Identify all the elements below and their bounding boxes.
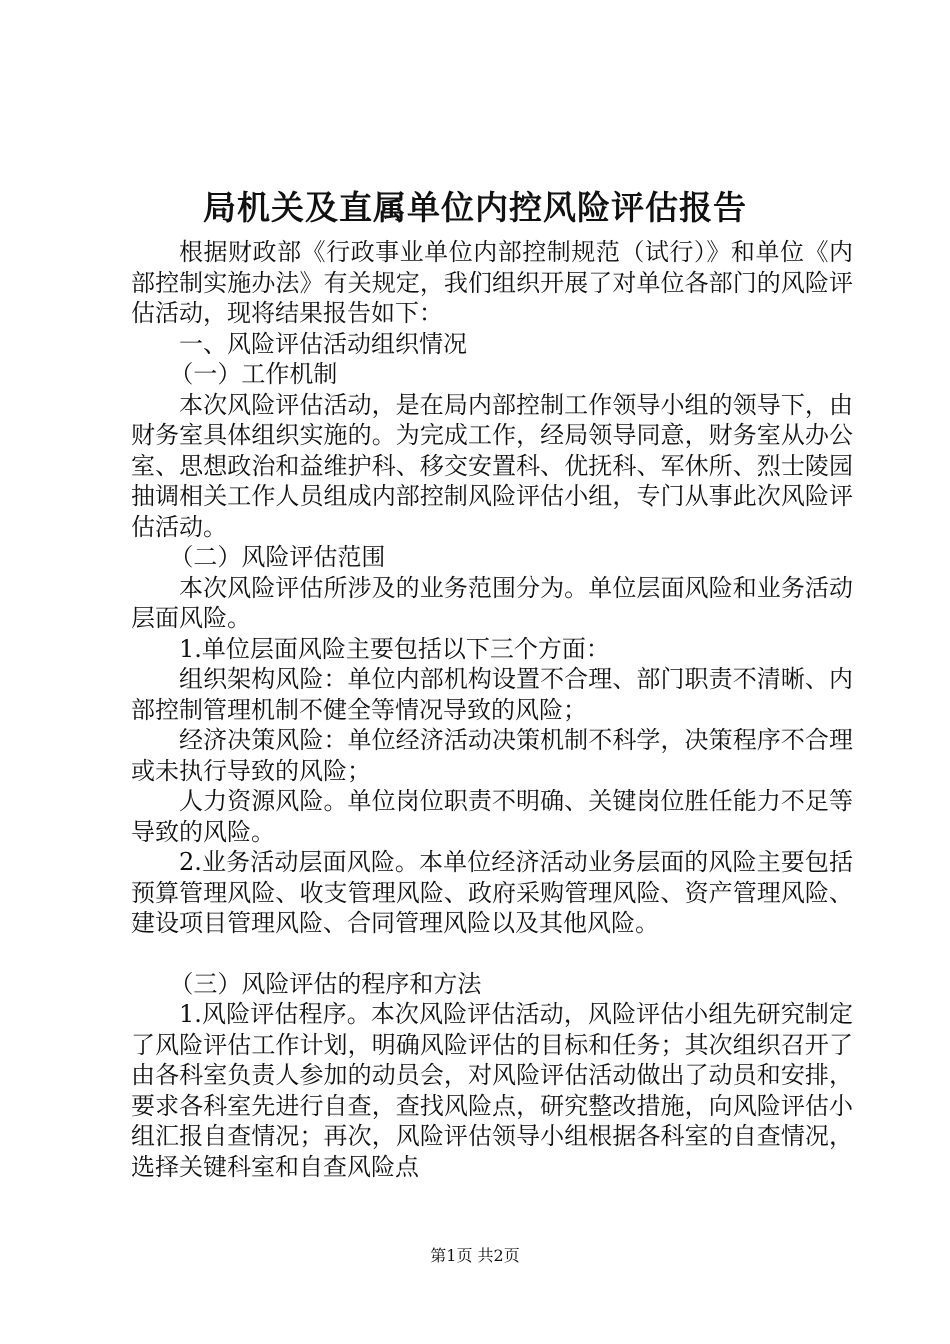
heading-section-1: 一、风险评估活动组织情况 xyxy=(179,329,467,358)
heading-subsection-3: （三）风险评估的程序和方法 xyxy=(169,969,482,998)
paragraph-decision-risk: 经济决策风险：单位经济活动决策机制不科学，决策程序不合理或未执行导致的风险； xyxy=(131,726,853,785)
document-title: 局机关及直属单位内控风险评估报告 xyxy=(203,188,747,227)
paragraph-org-risk: 组织架构风险：单位内部机构设置不合理、部门职责不清晰、内部控制管理机制不健全等情况导致的风险； xyxy=(131,665,853,724)
heading-subsection-1: （一）工作机制 xyxy=(169,360,338,388)
paragraph-hr-risk: 人力资源风险。单位岗位职责不明确、关键岗位胜任能力不足等导致的风险。 xyxy=(131,787,853,846)
page-indicator: 第1页 共2页 xyxy=(430,1246,520,1265)
heading-subsection-2: （二）风险评估范围 xyxy=(169,543,386,571)
document-body xyxy=(131,237,853,1182)
paragraph-procedure: 1.风险评估程序。本次风险评估活动，风险评估小组先研究制定了风险评估工作计划，明确风险评估的目标和任务；其次组织召开了由各科室负责人参加的动员会，对风险评估活动做出了动员和安排，要求各科室先进行自查，查找风险点，研究整改措施，向风险评估小组汇报自查情况；再次，风险评估领导小组根据各科室的自查情况，选择关键科室和自查风险点 xyxy=(131,1000,853,1181)
paragraph-business-level-risk: 2.业务活动层面风险。本单位经济活动业务层面的风险主要包括预算管理风险、收支管理风险、政府采购管理风险、资产管理风险、建设项目管理风险、合同管理风险以及其他风险。 xyxy=(131,848,853,937)
paragraph-intro: 根据财政部《行政事业单位内部控制规范（试行）》和单位《内部控制实施办法》有关规定，我们组织开展了对单位各部门的风险评估活动，现将结果报告如下： xyxy=(131,238,853,327)
paragraph-unit-level-risk: 1.单位层面风险主要包括以下三个方面： xyxy=(179,634,610,663)
paragraph-scope: 本次风险评估所涉及的业务范围分为。单位层面风险和业务活动层面风险。 xyxy=(131,573,853,632)
paragraph-work-mechanism: 本次风险评估活动，是在局内部控制工作领导小组的领导下，由财务室具体组织实施的。为完成工作，经局领导同意，财务室从办公室、思想政治和益维护科、移交安置科、优抚科、军休所、烈士陵园抽调相关工作人员组成内部控制风险评估小组，专门从事此次风险评估活动。 xyxy=(131,390,853,541)
